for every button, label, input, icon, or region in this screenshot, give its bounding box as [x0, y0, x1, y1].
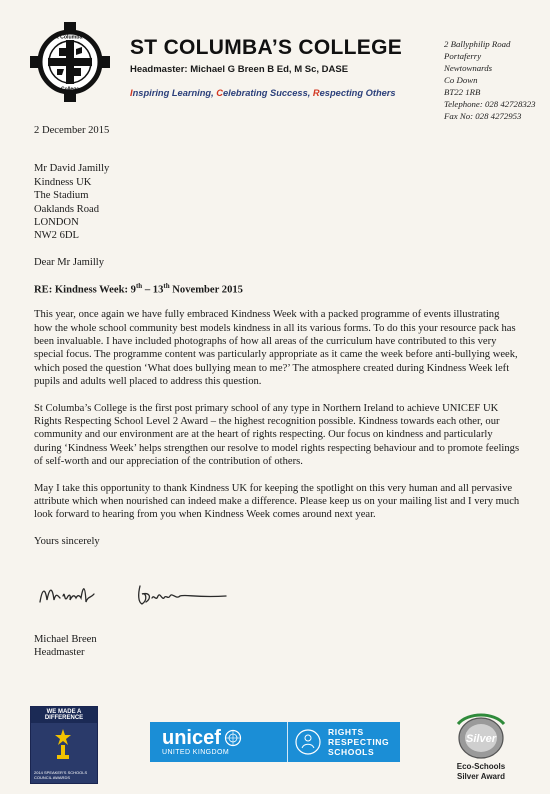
tagline-word: especting Others [319, 88, 396, 98]
badge-caption: 2014 SPEAKER’S SCHOOLS COUNCIL AWARDS [34, 770, 88, 780]
unicef-emblem-icon [224, 729, 242, 747]
rights-respecting-emblem-icon [294, 728, 322, 756]
badge-title: WE MADE A DIFFERENCE [31, 707, 97, 723]
address-line: Co Down [444, 75, 478, 85]
letter-date: 2 December 2015 [34, 125, 110, 136]
body-paragraph: This year, once again we have fully embraced Kindness Week with a packed programme of events illustrating how the whole school community best models kindness in all its various forms. To do this your resource pack has been invaluable. I have included photographs of how all areas of the curriculum have contributed to this very special focus. The programme content was particularly appropriate as it came the week before anti-bullying week, which posed the question ‘What does bullying mean to me?’ The atmosphere created during Kindness Week left pupils and adults well placed to address this question. [34, 309, 518, 388]
salutation: Dear Mr Jamilly [34, 256, 105, 268]
signer-name: Michael Breen [34, 634, 97, 645]
signer-block [34, 633, 97, 660]
eco-schools-label: Eco-Schools [456, 762, 506, 771]
school-address [444, 38, 548, 122]
school-crest-icon [30, 22, 110, 102]
tagline-word: elebrating Success, [223, 88, 313, 98]
school-name: ST COLUMBA’S COLLEGE [130, 36, 403, 59]
rrs-line: SCHOOLS [328, 747, 375, 757]
tagline-initial: I [130, 88, 133, 98]
recipient-line: LONDON [34, 217, 79, 229]
rrs-line: RESPECTING [328, 737, 390, 747]
body-paragraph: May I take this opportunity to thank Kindness UK for keeping the spotlight on this very human and all pervasive attribute which when nourished can indeed make a difference. Please keep us on your mailing list and I very much look forward to hearing from you when Kindness Week comes around next year. [34, 482, 520, 521]
unicef-subtitle: UNITED KINGDOM [162, 749, 230, 756]
recipient-line: Kindness UK [34, 176, 92, 188]
silver-word: Silver [466, 733, 496, 745]
unicef-rights-respecting-logo [150, 722, 400, 762]
unicef-name: unicef [162, 727, 221, 749]
we-made-a-difference-badge [30, 706, 98, 784]
trophy-icon [31, 723, 95, 763]
crest-text-top: St Columba’s [53, 34, 87, 41]
subject-part: November 2015 [169, 284, 243, 296]
eco-schools-silver-award [440, 708, 522, 788]
headmaster-line: Headmaster: Michael G Breen B Ed, M Sc, DASE [130, 64, 349, 75]
signer-title: Headmaster [34, 647, 85, 659]
silver-award-label: Silver Award [456, 772, 506, 781]
address-line: Newtownards [444, 63, 493, 73]
silver-award-icon [440, 708, 522, 762]
fax: Fax No: 028 4272953 [444, 111, 522, 121]
tagline-word: nspiring Learning, [132, 88, 217, 98]
subject-part: RE: Kindness Week: 9 [34, 284, 136, 296]
rrs-line: RIGHTS [328, 727, 364, 737]
closing: Yours sincerely [34, 535, 100, 547]
subject-line [34, 280, 520, 297]
tagline-initial: R [312, 88, 320, 98]
subject-ordinal: th [163, 282, 170, 291]
recipient-line: Oaklands Road [34, 203, 100, 215]
school-tagline [130, 88, 396, 98]
recipient-line: Mr David Jamilly [34, 163, 110, 175]
handwritten-signature [36, 576, 236, 616]
address-line: BT22 1RB [444, 87, 481, 97]
address-line: 2 Ballyphilip Road [444, 39, 511, 49]
unicef-wordmark [162, 728, 287, 748]
crest-text-bottom: College [60, 86, 80, 93]
recipient-address [34, 162, 520, 242]
address-line: Portaferry [444, 51, 482, 61]
subject-ordinal: th [135, 282, 143, 291]
body-paragraph: St Columba’s College is the first post primary school of any type in Northern Ireland to achieve UNICEF UK Rights Respecting School Level 2 Award – the highest recognition possible. Kindness towards each other, our community and our environment are at the heart of rights respecting. Our focus on kindness and particularly during ‘Kindness Week’ helps strengthen our resolve to model rights respecting behaviour and to promote feelings of self-worth and our appreciation of the contribution of others. [34, 402, 520, 468]
recipient-line: The Stadium [34, 190, 89, 202]
subject-part: – 13 [142, 284, 164, 296]
recipient-line: NW2 6DL [34, 230, 80, 242]
letter-body [34, 124, 520, 554]
rights-respecting-text [328, 727, 389, 757]
telephone: Telephone: 028 42728323 [444, 99, 536, 109]
tagline-initial: C [216, 88, 223, 98]
